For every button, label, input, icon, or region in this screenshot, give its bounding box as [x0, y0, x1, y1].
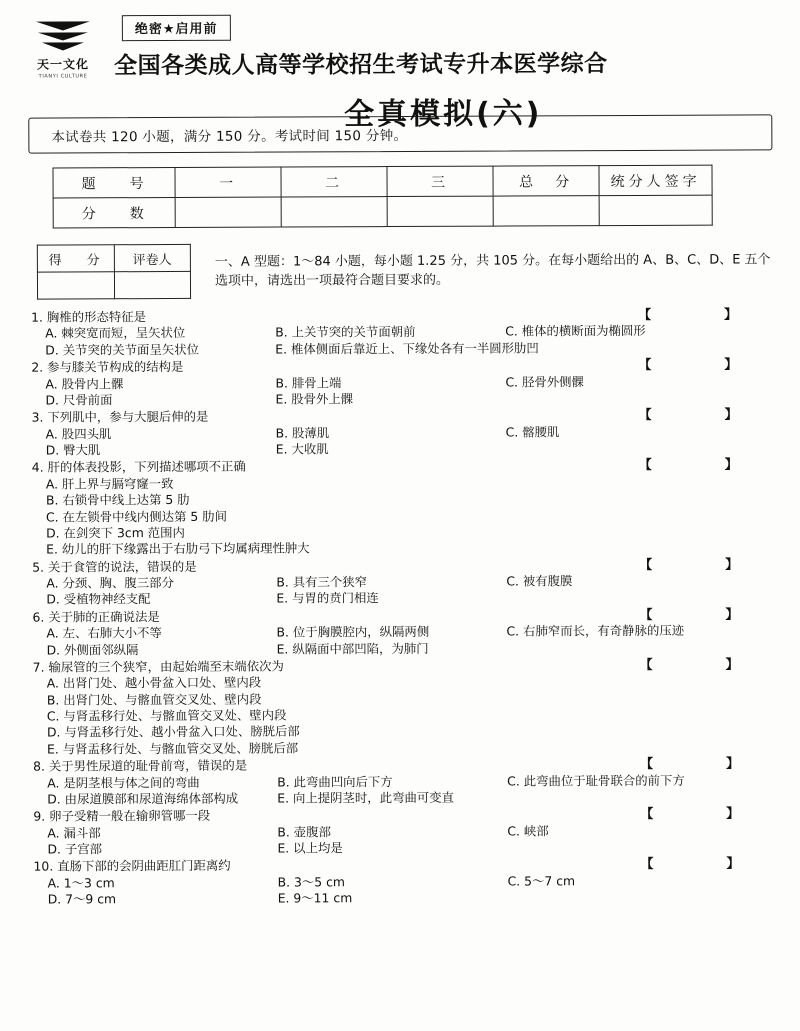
score-header-2: 二	[281, 167, 387, 197]
option-e[interactable]: E. 与肾盂移行处、与髂血管交叉处、膀胱后部	[46, 740, 299, 757]
option-b[interactable]: B. 右锁骨中线上达第 5 肋	[45, 492, 190, 508]
answer-bracket[interactable]: 【 】	[638, 457, 768, 474]
table-row	[37, 271, 190, 299]
option-row	[31, 788, 775, 808]
question-stem: 5. 关于食管的说法，错误的是	[32, 558, 197, 575]
answer-bracket[interactable]: 【 】	[640, 756, 770, 773]
question-9	[31, 806, 775, 858]
question-stem: 10. 直肠下部的会阴曲距肛门距离约	[33, 858, 231, 874]
table-row	[53, 195, 712, 228]
grader-table	[37, 244, 191, 300]
option-d[interactable]: D. 受植物神经支配	[46, 591, 151, 607]
option-c[interactable]: C. 与肾盂移行处、与髂血管交叉处、壁内段	[46, 707, 287, 724]
section-a-instructions: 一、A 型题：1～84 小题，每小题 1.25 分，共 105 分。在每小题给出的 A、B、C、D、E 五个选项中，请选出一项最符合题目要求的。	[214, 252, 771, 289]
option-row	[30, 423, 774, 443]
option-b[interactable]: B. 位于胸膜腔内，纵隔两侧	[276, 623, 430, 640]
option-row	[30, 622, 774, 642]
question-8	[31, 755, 775, 807]
option-d[interactable]: D. 臀大肌	[45, 442, 101, 458]
question-3	[30, 407, 774, 459]
option-b[interactable]: B. 具有三个狭窄	[276, 574, 368, 590]
answer-bracket[interactable]: 【 】	[638, 407, 768, 424]
exam-title: 全国各类成人高等学校招生考试专升本医学综合	[113, 51, 608, 80]
question-1	[29, 306, 773, 358]
option-c[interactable]: C. 椎体的横断面为椭圆形	[505, 323, 646, 339]
question-stem: 8. 关于男性尿道的耻骨前弯，错误的是	[33, 757, 248, 774]
option-d[interactable]: D. 关节突的关节面呈矢状位	[45, 341, 200, 358]
option-d[interactable]: D. 7～9 cm	[47, 891, 117, 907]
question-list	[29, 306, 776, 908]
question-stem: 2. 参与膝关节构成的结构是	[31, 359, 184, 375]
option-b[interactable]: B. 股薄肌	[275, 424, 330, 441]
option-d[interactable]: D. 与肾盂移行处、越小骨盆入口处、膀胱后部	[46, 723, 300, 740]
option-e[interactable]: E. 幼儿的肝下缘露出于右肋弓下均属病理性肿大	[46, 540, 310, 557]
option-e[interactable]: E. 与胃的贲门相连	[276, 590, 379, 606]
question-stem: 9. 卵子受精一般在输卵管哪一段	[33, 808, 211, 824]
option-c[interactable]: C. 右肺窄而长，有奇静脉的压迹	[506, 622, 685, 639]
option-row	[30, 439, 774, 459]
exam-subtitle: 全真模拟(六)	[343, 96, 543, 133]
score-row-label: 分 数	[53, 197, 175, 228]
option-row	[31, 772, 775, 792]
option-a[interactable]: A. 肝上界与膈穹窿一致	[45, 475, 174, 492]
grader-and-intro	[29, 241, 773, 299]
option-e[interactable]: E. 以上均是	[277, 840, 343, 856]
option-d[interactable]: D. 由尿道膜部和尿道海绵体部构成	[47, 790, 239, 807]
option-e[interactable]: E. 椎体侧面后靠近上、下缘处各有一半圆形肋凹	[275, 340, 539, 357]
score-table	[52, 165, 712, 229]
question-stem: 3. 下列肌中，参与大腿后伸的是	[31, 409, 209, 425]
logo-english-name: TIANYI CULTURE	[38, 73, 88, 80]
header-text-block	[108, 12, 773, 134]
option-row	[30, 589, 774, 609]
answer-bracket[interactable]: 【 】	[638, 307, 768, 323]
option-row	[31, 822, 775, 842]
answer-bracket[interactable]: 【 】	[639, 607, 769, 623]
grader-name-cell[interactable]	[114, 271, 191, 298]
option-d[interactable]: D. 在剑突下 3cm 范围内	[46, 524, 185, 541]
option-d[interactable]: D. 外侧面邻纵隔	[46, 641, 139, 658]
option-row	[29, 373, 773, 393]
option-b[interactable]: B. 壶腹部	[277, 823, 331, 840]
option-a[interactable]: A. 1～3 cm	[47, 874, 115, 891]
publisher-logo	[28, 15, 98, 79]
secret-badge: 绝密★启用前	[122, 15, 231, 41]
option-row	[29, 389, 773, 409]
option-d[interactable]: D. 子宫部	[47, 841, 103, 857]
grader-name-label: 评卷人	[114, 244, 191, 271]
option-c[interactable]: C. 5～7 cm	[507, 872, 576, 889]
option-row	[32, 872, 776, 892]
option-a[interactable]: A. 棘突宽而短，呈矢状位	[45, 325, 186, 341]
question-5	[30, 556, 774, 608]
option-row	[30, 539, 774, 559]
score-cell-signature[interactable]	[599, 195, 712, 225]
option-a[interactable]: A. 股四头肌	[45, 425, 112, 442]
score-cell-3[interactable]	[387, 196, 493, 226]
answer-bracket[interactable]: 【 】	[638, 357, 768, 374]
option-a[interactable]: A. 是阴茎根与体之间的弯曲	[47, 774, 200, 791]
option-row	[29, 339, 773, 359]
option-row	[30, 572, 774, 592]
answer-bracket[interactable]: 【 】	[640, 806, 770, 823]
question-stem: 1. 胸椎的形态特征是	[31, 309, 147, 325]
option-a[interactable]: A. 出肾门处、越小骨盆入口处、壁内段	[46, 674, 262, 691]
option-c[interactable]: C. 在左锁骨中线内侧达第 5 肋间	[45, 508, 228, 525]
option-b[interactable]: B. 上关节突的关节面朝前	[275, 324, 416, 340]
option-row	[32, 888, 776, 908]
option-c[interactable]: C. 峡部	[507, 822, 549, 839]
answer-bracket[interactable]: 【 】	[640, 856, 770, 873]
question-2	[29, 356, 773, 408]
table-row	[53, 165, 712, 198]
score-header-3: 三	[387, 166, 493, 196]
answer-bracket[interactable]: 【 】	[639, 657, 769, 673]
option-b[interactable]: B. 腓骨上端	[275, 374, 342, 391]
score-cell-2[interactable]	[281, 197, 387, 227]
question-6	[30, 606, 774, 658]
option-c[interactable]: C. 此弯曲位于耻骨联合的前下方	[507, 772, 685, 789]
option-row	[31, 738, 775, 758]
logo-chinese-name: 天一文化	[36, 57, 90, 72]
question-stem: 7. 输尿管的三个狭窄，由起始端至末端依次为	[32, 658, 284, 675]
score-header-total: 总 分	[493, 166, 599, 196]
option-c[interactable]: C. 髂腰肌	[505, 423, 560, 440]
score-cell-total[interactable]	[493, 196, 599, 226]
option-b[interactable]: B. 出肾门处、与髂血管交叉处、壁内段	[46, 691, 262, 708]
option-a[interactable]: A. 分颈、胸、腹三部分	[46, 574, 174, 591]
option-e[interactable]: E. 大收肌	[275, 441, 329, 457]
option-c[interactable]: C. 被有腹膜	[506, 573, 573, 589]
option-e[interactable]: E. 9～11 cm	[277, 890, 353, 906]
option-a[interactable]: A. 股骨内上髁	[45, 375, 124, 392]
option-c[interactable]: C. 胫骨外侧髁	[505, 373, 584, 390]
question-stem: 6. 关于肺的正确说法是	[32, 608, 160, 625]
table-row	[37, 244, 190, 272]
option-b[interactable]: B. 此弯曲凹向后下方	[277, 773, 393, 790]
option-row	[31, 639, 775, 659]
logo-mark-icon	[34, 19, 92, 53]
option-d[interactable]: D. 尺骨前面	[45, 392, 113, 408]
score-cell-1[interactable]	[175, 197, 281, 227]
option-a[interactable]: A. 左、右肺大小不等	[46, 625, 162, 641]
option-row	[31, 838, 775, 858]
option-e[interactable]: E. 向上提阴茎时，此弯曲可变直	[277, 789, 455, 806]
question-7	[31, 656, 775, 757]
option-e[interactable]: E. 股骨外上髁	[275, 391, 354, 407]
score-header-1: 一	[175, 167, 281, 197]
option-row	[29, 323, 773, 343]
answer-bracket[interactable]: 【 】	[639, 557, 769, 573]
question-10	[32, 856, 776, 908]
option-a[interactable]: A. 漏斗部	[47, 824, 101, 841]
page-header	[28, 12, 772, 133]
exam-notice: 本试卷共 120 小题，满分 150 分。考试时间 150 分钟。	[28, 114, 772, 153]
option-e[interactable]: E. 纵隔面中部凹陷，为肺门	[276, 640, 429, 657]
question-4	[30, 457, 774, 558]
score-header-label: 题 号	[53, 167, 175, 198]
option-b[interactable]: B. 3～5 cm	[277, 873, 345, 890]
question-stem: 4. 肝的体表投影，下列描述哪项不正确	[31, 459, 246, 475]
grader-score-cell[interactable]	[37, 272, 114, 299]
grader-score-label: 得 分	[37, 245, 114, 272]
score-header-signature: 统分人签字	[599, 165, 712, 195]
